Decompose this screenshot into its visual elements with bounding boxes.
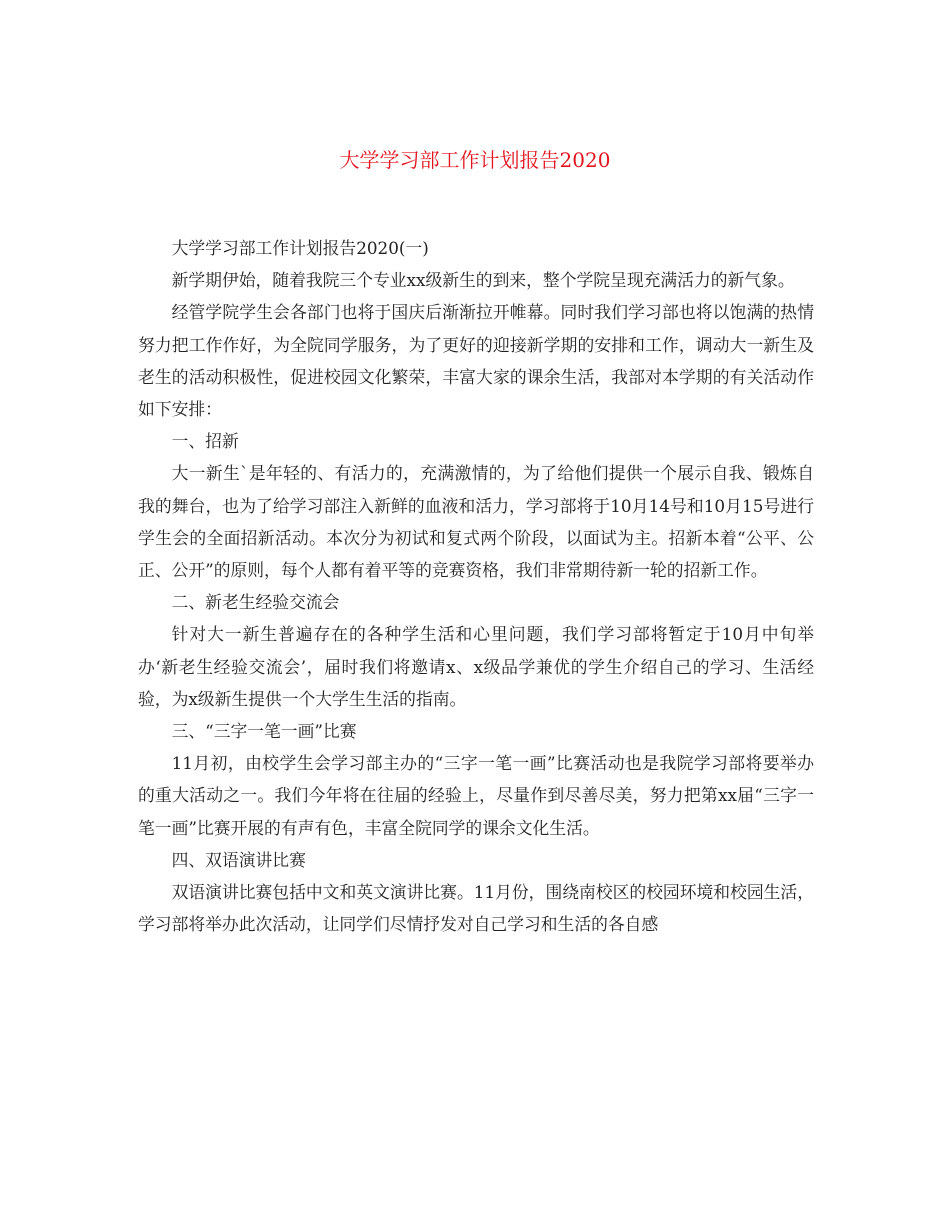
document-body — [138, 232, 814, 940]
bilingual-speech-paragraph: 双语演讲比赛包括中文和英文演讲比赛。11月份，围绕南校区的校园环境和校园生活，学习部将举办此次活动，让同学们尽情抒发对自己学习和生活的各自感 — [138, 882, 814, 935]
overview-paragraph: 经管学院学生会各部门也将于国庆后渐渐拉开帷幕。同时我们学习部也将以饱满的热情努力把工作作好，为全院同学服务，为了更好的迎接新学期的安排和工作，调动大一新生及老生的活动积极性，促进校园文化繁荣，丰富大家的课余生活，我部对本学期的有关活动作如下安排： — [138, 302, 814, 420]
section-heading-recruitment: 一、招新 — [171, 431, 239, 452]
section-heading-exchange-meeting: 二、新老生经验交流会 — [171, 592, 340, 613]
recruitment-paragraph: 大一新生`是年轻的、有活力的，充满激情的，为了给他们提供一个展示自我、锻炼自我的舞台，也为了给学习部注入新鲜的血液和活力，学习部将于10月14号和10月15号进行学生会的全面招新活动。本次分为初试和复式两个阶段，以面试为主。招新本着“公平、公正、公开”的原则，每个人都有着平等的竞赛资格，我们非常期待新一轮的招新工作。 — [138, 463, 814, 581]
intro-paragraph: 新学期伊始，随着我院三个专业xx级新生的到来，整个学院呈现充满活力的新气象。 — [171, 270, 795, 291]
section-heading-bilingual-speech: 四、双语演讲比赛 — [171, 849, 306, 870]
exchange-meeting-paragraph: 针对大一新生普遍存在的各种学生活和心里问题，我们学习部将暂定于10月中旬举办‘新老生经验交流会’，届时我们将邀请x、x级品学兼优的学生介绍自己的学习、生活经验，为x级新生提供一个大学生生活的指南。 — [138, 624, 814, 709]
section-heading-calligraphy-contest: 三、“三字一笔一画”比赛 — [171, 721, 357, 742]
calligraphy-contest-paragraph: 11月初，由校学生会学习部主办的“三字一笔一画”比赛活动也是我院学习部将要举办的重大活动之一。我们今年将在往届的经验上，尽量作到尽善尽美，努力把第xx届“三字一笔一画”比赛开展的有声有色，丰富全院同学的课余文化生活。 — [138, 753, 814, 838]
subtitle-paragraph: 大学学习部工作计划报告2020(一) — [171, 238, 429, 258]
document-title: 大学学习部工作计划报告2020 — [339, 148, 611, 172]
